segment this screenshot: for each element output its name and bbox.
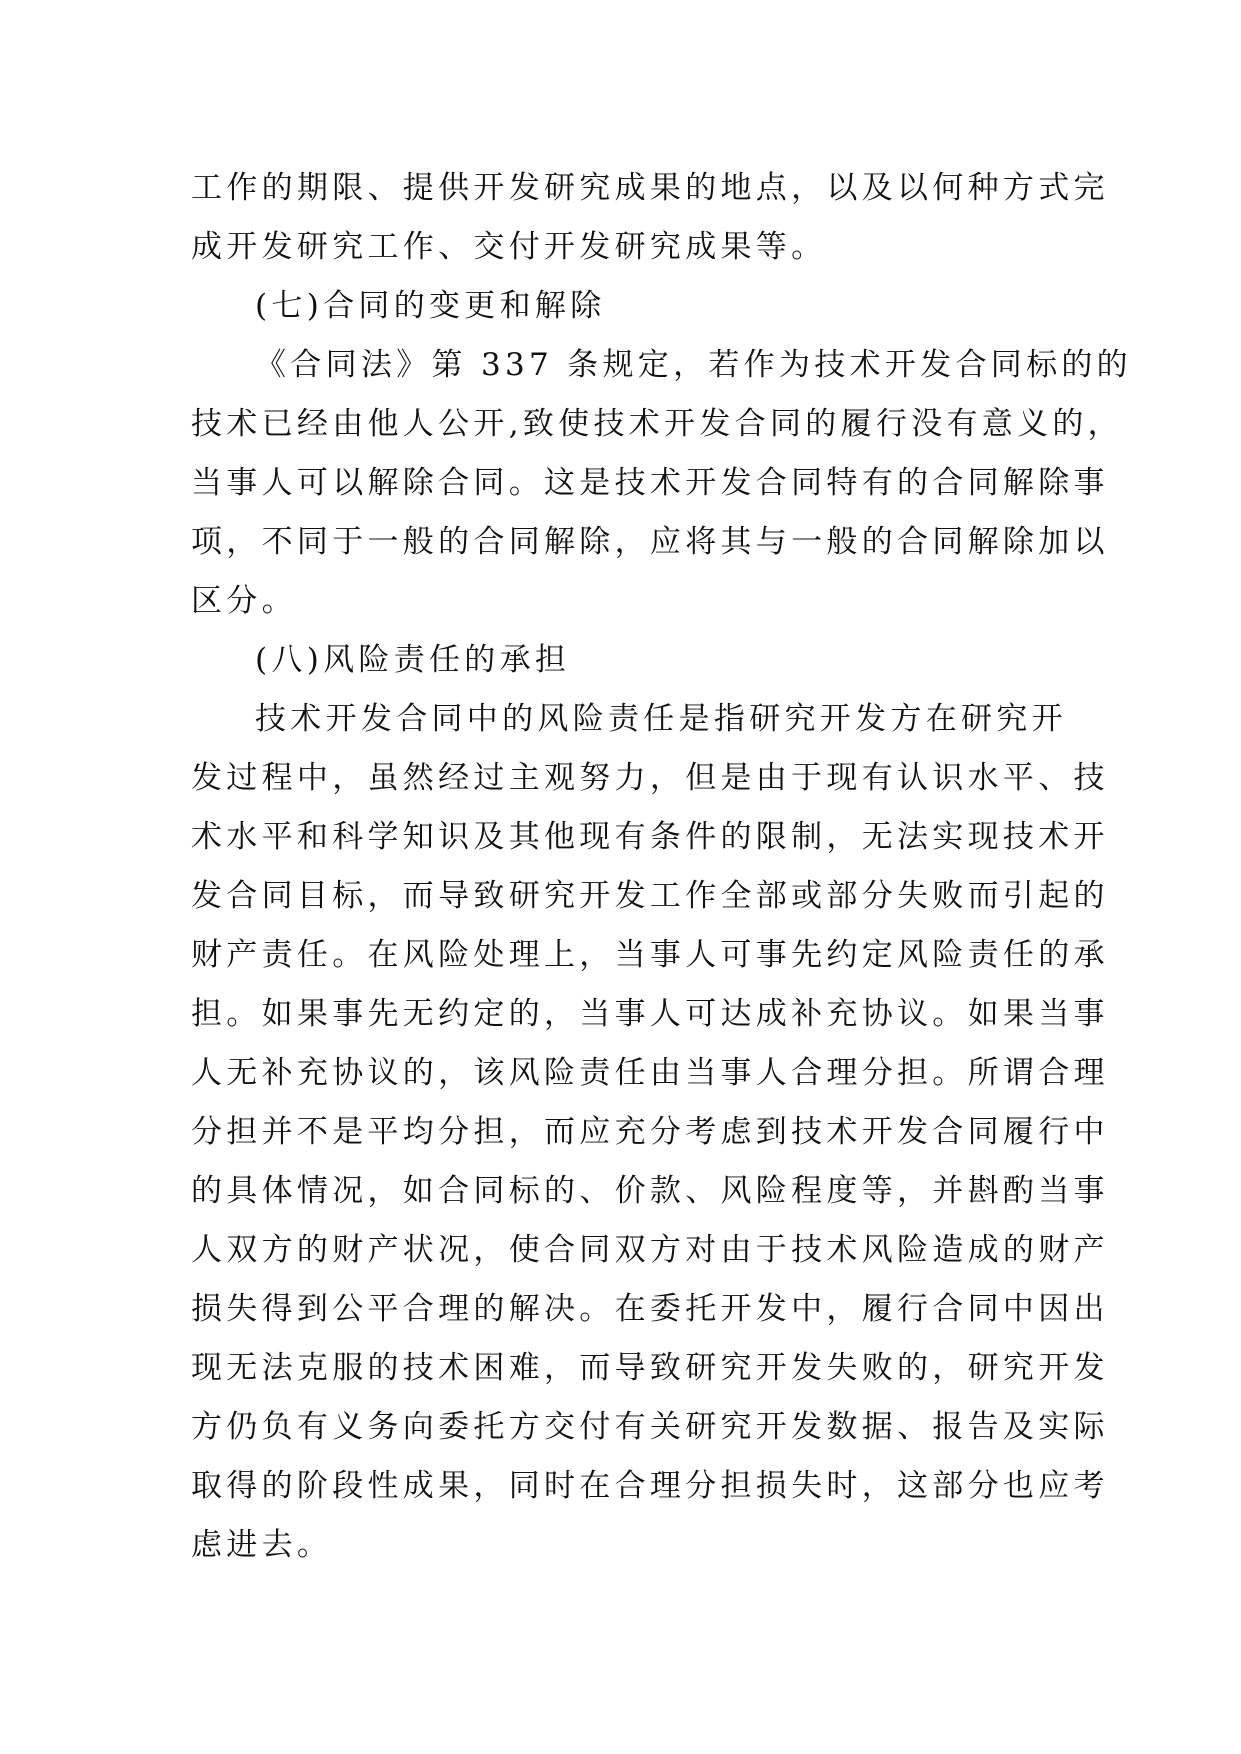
- text-line: 发合同目标，而导致研究开发工作全部或部分失败而引起的: [191, 878, 1109, 914]
- text-line: 现无法克服的技术困难，而导致研究开发失败的，研究开发: [191, 1350, 1109, 1386]
- text-line: 虑进去。: [191, 1527, 333, 1563]
- text-line: 的具体情况，如合同标的、价款、风险程度等，并斟酌当事: [191, 1173, 1109, 1209]
- body-text: [191, 159, 1132, 1575]
- text-line: 区分。: [191, 583, 297, 619]
- text-line: 技术已经由他人公开,致使技术开发合同的履行没有意义的，: [191, 406, 1123, 442]
- text-line: 成开发研究工作、交付开发研究成果等。: [191, 229, 827, 265]
- text-line: (七)合同的变更和解除: [255, 288, 606, 324]
- text-line: 人无补充协议的，该风险责任由当事人合理分担。所谓合理: [191, 1055, 1109, 1091]
- text-line: 人双方的财产状况，使合同双方对由于技术风险造成的财产: [191, 1232, 1109, 1268]
- text-line: 担。如果事先无约定的，当事人可达成补充协议。如果当事: [191, 996, 1109, 1032]
- text-line: 财产责任。在风险处理上，当事人可事先约定风险责任的承: [191, 937, 1109, 973]
- text-line: 技术开发合同中的风险责任是指研究开发方在研究开: [255, 701, 1067, 737]
- text-line: 分担并不是平均分担，而应充分考虑到技术开发合同履行中: [191, 1114, 1109, 1150]
- text-line: 术水平和科学知识及其他现有条件的限制，无法实现技术开: [191, 819, 1109, 855]
- text-line: 《合同法》第 337 条规定，若作为技术开发合同标的的: [255, 347, 1132, 383]
- text-line: 方仍负有义务向委托方交付有关研究开发数据、报告及实际: [191, 1409, 1109, 1445]
- text-line: 损失得到公平合理的解决。在委托开发中，履行合同中因出: [191, 1291, 1109, 1327]
- text-line: 发过程中，虽然经过主观努力，但是由于现有认识水平、技: [191, 760, 1109, 796]
- text-line: 取得的阶段性成果，同时在合理分担损失时，这部分也应考: [191, 1468, 1109, 1504]
- text-line: 当事人可以解除合同。这是技术开发合同特有的合同解除事: [191, 465, 1109, 501]
- text-line: (八)风险责任的承担: [255, 642, 571, 678]
- text-line: 项，不同于一般的合同解除，应将其与一般的合同解除加以: [191, 524, 1109, 560]
- text-line: 工作的期限、提供开发研究成果的地点，以及以何种方式完: [191, 170, 1109, 206]
